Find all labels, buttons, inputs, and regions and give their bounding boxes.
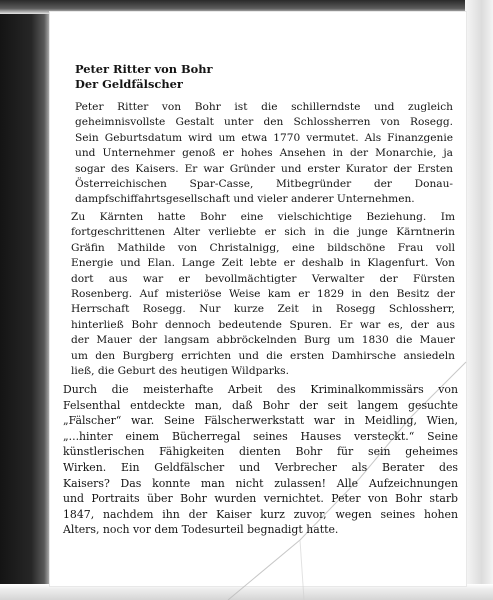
paragraph-line: Gräfin Mathilde von Christalnigg, eine bildschöne Frau voll — [71, 241, 455, 254]
paragraph-line: und Portraits über Bohr wurden vernichtet. Peter von Bohr starb — [63, 492, 458, 506]
paragraph-line: Alters, noch vor dem Todesurteil begnadigt hatte. — [63, 523, 339, 537]
document-title: Peter Ritter von Bohr — [75, 62, 213, 76]
paragraph-line: „...hinter einem Bücherregal seines Hauses versteckt.“ Seine — [63, 429, 458, 443]
paragraph-line: 1847, nachdem ihn der Kaiser kurz zuvor, wegen seines hohen — [63, 507, 458, 521]
paragraph-line: dampfschiffahrtsgesellschaft und vieler anderer Unternehmen. — [75, 193, 415, 206]
paragraph-line: Zu Kärnten hatte Bohr eine vielschichtige Beziehung. Im — [71, 211, 455, 223]
paragraph-line: Österreichischen Spar-Casse, Mitbegründer der Donau- — [75, 178, 453, 191]
paragraph-line: Sein Geburtsdatum wird um etwa 1770 vermutet. Als Finanzgenie — [75, 131, 453, 144]
paragraph-line: Peter Ritter von Bohr ist die schillerndste und zugleich — [75, 101, 453, 113]
paragraph-line: Durch die meisterhafte Arbeit des Kriminalkommissärs von — [63, 383, 458, 396]
paragraph-line: fortgeschrittenen Alter verliebte er sich in die junge Kärntnerin — [71, 226, 455, 239]
paragraph-line: Wirken. Ein Geldfälscher und Verbrecher als Berater des — [63, 460, 458, 474]
paragraph-2 — [71, 210, 455, 379]
background-bottom — [0, 584, 493, 600]
paragraph-line: sogar des Kaisers. Er war Gründer und erster Kurator der Ersten — [75, 162, 453, 175]
background-right — [465, 0, 493, 600]
dark-background-left — [0, 0, 52, 600]
paragraph-line: Herrschaft Rosegg. Nur kurze Zeit in Rosegg Schlossherr, — [71, 303, 455, 316]
paragraph-line: dort aus war er bevollmächtigter Verwalter der Fürsten — [71, 272, 455, 285]
paragraph-line: künstlerischen Fähigkeiten dienten Bohr für sein geheimes — [63, 445, 458, 459]
paragraph-line: „Fälscher“ war. Seine Fälscherwerkstatt war in Meidling, Wien, — [63, 414, 458, 428]
paragraph-line: ließ, die Geburt des heutigen Wildparks. — [71, 365, 289, 378]
paragraph-line: der Mauer der langsam abbröckelnden Burg um 1830 die Mauer — [71, 334, 455, 347]
paragraph-line: Felsenthal entdeckte man, daß Bohr der seit langem gesuchte — [63, 398, 458, 412]
paragraph-line: hinterließ Bohr dennoch bedeutende Spuren. Er war es, der aus — [71, 318, 455, 331]
paragraph-line: geheimnisvollste Gestalt unter den Schlossherren von Rosegg. — [75, 116, 453, 129]
paragraph-line: um den Burgberg errichten und die ersten Damhirsche ansiedeln — [71, 349, 455, 362]
paragraph-line: Kaisers? Das konnte man nicht zulassen! Alle Aufzeichnungen — [63, 476, 458, 490]
document-text — [63, 62, 458, 537]
paragraph-line: Rosenberg. Auf misteriöse Weise kam er 1829 in den Besitz der — [71, 288, 455, 301]
paragraph-line: Energie und Elan. Lange Zeit lebte er deshalb in Klagenfurt. Von — [71, 257, 455, 270]
paragraph-3 — [63, 382, 458, 538]
document-subtitle: Der Geldfälscher — [75, 77, 183, 91]
paragraph-1 — [75, 100, 453, 208]
paragraph-line: und Unternehmer genoß er hohes Ansehen in der Monarchie, ja — [75, 147, 453, 160]
